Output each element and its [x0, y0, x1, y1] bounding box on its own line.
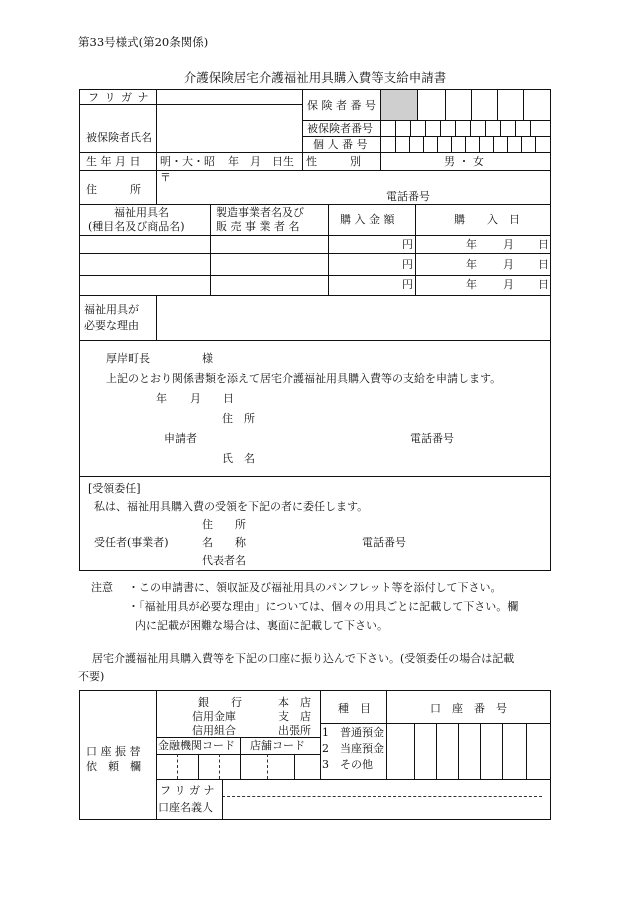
row1-yen: 円: [402, 238, 413, 251]
application-statement: 上記のとおり関係書類を添えて居宅介護福祉用具購入費等の支給を申請します。: [106, 372, 502, 385]
notes-prefix: 注意: [91, 581, 113, 594]
row2-month: 月: [503, 258, 514, 271]
delegation-header: [受領委任]: [88, 482, 141, 495]
transfer-instruction-2: 不要): [78, 670, 105, 683]
application-form: [79, 89, 551, 571]
branch-type-branch: 支 店: [278, 710, 311, 723]
gender-label: 性 別: [306, 155, 361, 168]
insurer-number-label: 保 険 者 番 号: [307, 99, 376, 112]
application-year: 年: [156, 392, 167, 405]
bank-row-label-2: 依 頼 欄: [86, 760, 141, 773]
applicant-phone-label: 電話番号: [410, 432, 454, 445]
account-type-label: 種 目: [338, 702, 371, 715]
honorific: 様: [202, 352, 213, 365]
postal-mark: 〒: [160, 171, 171, 184]
delegate-company-label: 名 称: [202, 536, 246, 549]
note-1: ・この申請書に、領収証及び福祉用具のパンフレット等を添付して下さい。: [128, 581, 502, 594]
delegate-address-label: 住 所: [202, 518, 246, 531]
holder-furigana-label: フ リ ガ ナ: [160, 784, 215, 797]
row2-year: 年: [466, 258, 477, 271]
note-2-line2: 内に記載が困難な場合は、裏面に記載して下さい。: [135, 619, 388, 632]
bank-transfer-form: [79, 690, 551, 820]
row3-month: 月: [503, 278, 514, 291]
branch-code-label: 店舗コード: [250, 739, 305, 752]
holder-name-label: 口座名義人: [158, 801, 213, 814]
branch-type-office: 出張所: [278, 724, 311, 737]
row1-day: 日: [538, 238, 549, 251]
row1-year: 年: [466, 238, 477, 251]
delegate-representative-label: 代表者名: [202, 554, 246, 567]
addressee: 厚岸町長: [106, 352, 150, 365]
application-day: 日: [223, 392, 234, 405]
applicant-label: 申請者: [164, 432, 197, 445]
account-type-ordinary: 1 普通預金: [322, 726, 384, 739]
institution-type-bank: 銀 行: [198, 696, 242, 709]
maker-header: 製造事業者名及び: [216, 206, 304, 219]
row1-month: 月: [503, 238, 514, 251]
item-name-header: 福祉用具名: [114, 206, 169, 219]
seller-header: 販 売 事 業 者 名: [216, 220, 300, 233]
birthdate-units: 年 月 日生: [228, 155, 294, 168]
home-phone-label: 電話番号: [386, 190, 430, 203]
row3-yen: 円: [402, 278, 413, 291]
account-type-other: 3 その他: [322, 758, 373, 771]
delegation-statement: 私は、福祉用具購入費の受領を下記の者に委任します。: [94, 500, 369, 513]
delegate-phone-label: 電話番号: [362, 536, 406, 549]
branch-type-main: 本 店: [278, 696, 311, 709]
row3-day: 日: [538, 278, 549, 291]
row2-yen: 円: [402, 258, 413, 271]
applicant-address-label: 住 所: [222, 412, 255, 425]
address-label: 住 所: [86, 183, 141, 196]
gender-options: 男 ・ 女: [444, 155, 484, 168]
purchase-date-header: 購 入 日: [454, 213, 520, 226]
transfer-instruction-1: 居宅介護福祉用具購入費等を下記の口座に振り込んで下さい。(受領委任の場合は記載: [92, 652, 515, 665]
row3-year: 年: [466, 278, 477, 291]
amount-header: 購 入 金 額: [340, 213, 395, 226]
institution-code-label: 金融機関コード: [158, 739, 235, 752]
delegate-label: 受任者(事業者): [94, 536, 169, 549]
institution-type-shinkin: 信用金庫: [192, 710, 236, 723]
furigana-label: フ リ ガ ナ: [88, 91, 150, 104]
insured-number-label: 被保険者番号: [307, 122, 373, 135]
account-type-current: 2 当座預金: [322, 742, 384, 755]
applicant-name-label: 氏 名: [222, 452, 255, 465]
row2-day: 日: [538, 258, 549, 271]
reason-label-1: 福祉用具が: [84, 303, 139, 316]
personal-number-label: 個 人 番 号: [313, 138, 368, 151]
era-options: 明・大・昭: [160, 155, 215, 168]
birthdate-label: 生 年 月 日: [86, 155, 141, 168]
account-number-label: 口 座 番 号: [430, 702, 507, 715]
reason-label-2: 必要な理由: [84, 319, 139, 332]
application-month: 月: [190, 392, 201, 405]
form-title: 介護保険居宅介護福祉用具購入費等支給申請書: [183, 70, 447, 85]
form-number: 第33号様式(第20条関係): [78, 35, 209, 49]
note-2-line1: ・「福祉用具が必要な理由」については、個々の用具ごとに記載して下さい。欄: [128, 600, 519, 613]
bank-row-label-1: 口 座 振 替: [86, 745, 141, 758]
item-name-subheader: (種目名及び商品名): [88, 220, 185, 233]
institution-type-kumiai: 信用組合: [192, 724, 236, 737]
insured-name-label: 被保険者氏名: [86, 131, 152, 144]
